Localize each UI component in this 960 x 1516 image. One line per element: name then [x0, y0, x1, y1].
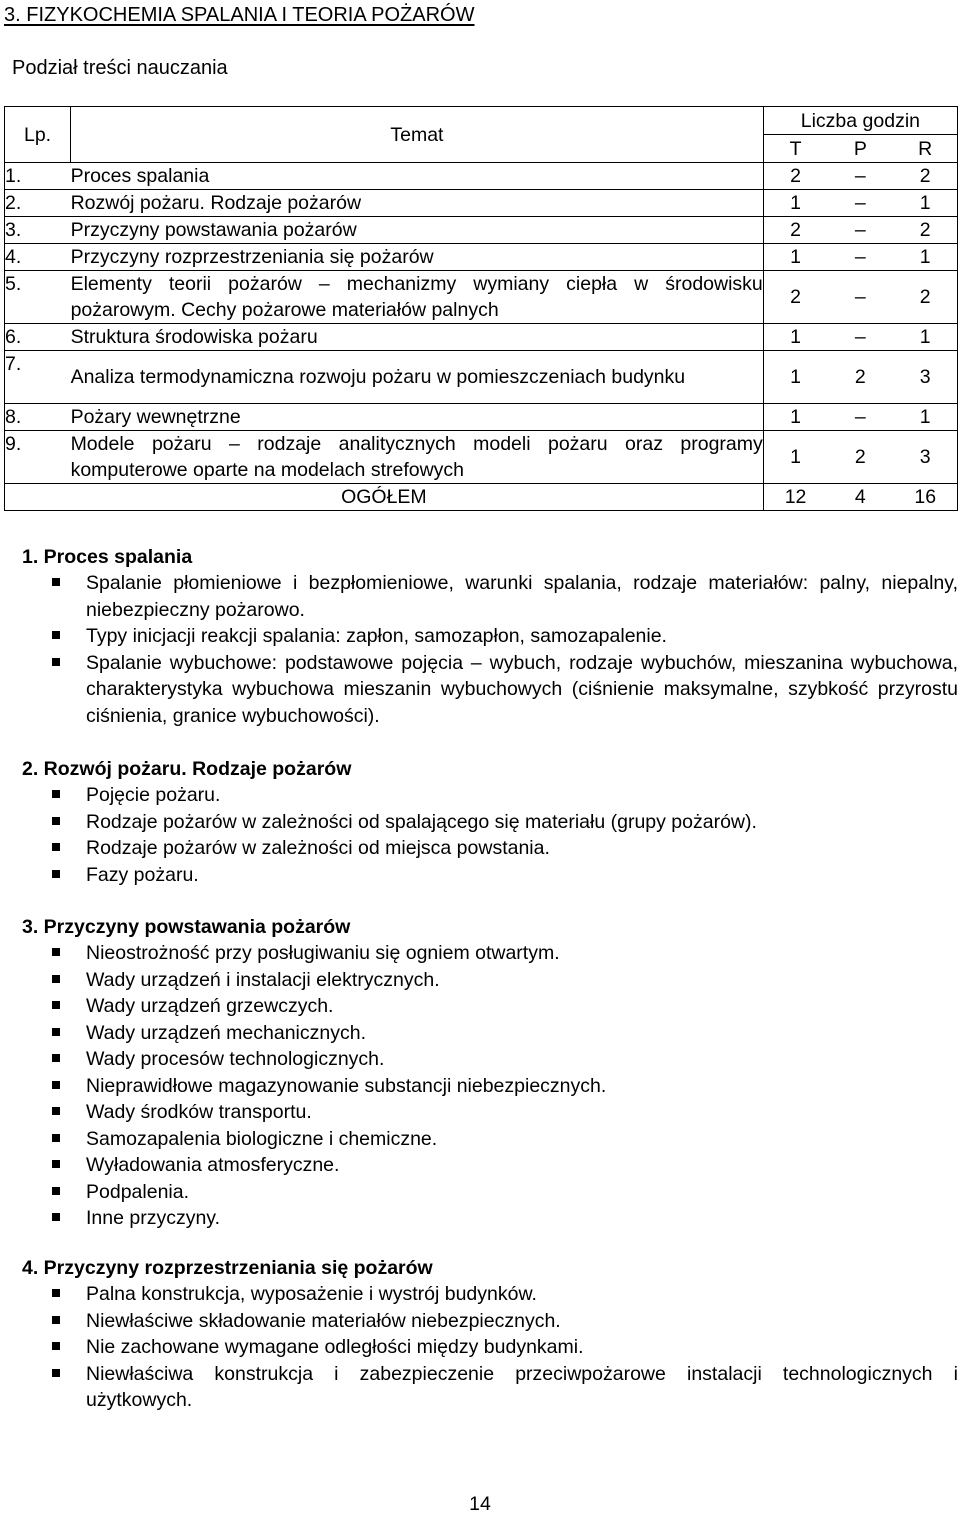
list-item-text: Typy inicjacji reakcji spalania: zapłon, samozapłon, samozapalenie.	[86, 625, 667, 647]
row-t: 2	[763, 217, 827, 244]
list-item-text: Wady procesów technologicznych.	[86, 1048, 385, 1070]
page-number: 14	[469, 1493, 491, 1515]
row-topic: Struktura środowiska pożaru	[71, 324, 764, 351]
list-item-text: Pojęcie pożaru.	[86, 784, 221, 806]
bullet-icon	[52, 631, 60, 639]
bullet-icon	[52, 817, 60, 825]
row-lp: 3.	[5, 217, 71, 244]
list-item	[22, 1281, 958, 1308]
row-lp: 1.	[5, 163, 71, 190]
row-topic: Pożary wewnętrzne	[71, 404, 764, 431]
bullet-icon	[52, 870, 60, 878]
list-item-text: Spalanie płomieniowe i bezpłomieniowe, warunki spalania, rodzaje materiałów: palny, niepalny, niebezpieczny pożarowo.	[86, 572, 958, 621]
bullet-icon	[52, 658, 60, 666]
total-p: 4	[827, 484, 893, 511]
table-total-row	[5, 484, 958, 511]
total-r: 16	[893, 484, 957, 511]
list-item	[22, 809, 958, 836]
bullet-icon	[52, 790, 60, 798]
list-item-text: Wady urządzeń grzewczych.	[86, 995, 334, 1017]
section-title: 3. Przyczyny powstawania pożarów	[22, 916, 351, 938]
row-t: 1	[763, 244, 827, 271]
row-t: 1	[763, 404, 827, 431]
list-item-text: Podpalenia.	[86, 1180, 190, 1203]
row-lp: 9.	[5, 431, 71, 484]
list-item-text: Samozapalenia biologiczne i chemiczne.	[86, 1127, 438, 1150]
row-p: 2	[827, 351, 893, 404]
row-topic: Proces spalania	[71, 163, 764, 190]
row-topic: Przyczyny rozprzestrzeniania się pożarów	[71, 244, 764, 271]
chapter-title: 3. FIZYKOCHEMIA SPALANIA I TEORIA POŻARÓW	[4, 4, 475, 26]
bullet-icon	[52, 1187, 60, 1195]
list-item	[22, 940, 958, 967]
row-topic: Elementy teorii pożarów – mechanizmy wymiany ciepła w środowisku pożarowym. Cechy pożarowe materiałów palnych	[71, 271, 764, 324]
list-item	[22, 1308, 958, 1335]
section-rozwoj-pozaru	[22, 756, 958, 888]
bullet-icon	[52, 975, 60, 983]
list-item-text: Rodzaje pożarów w zależności od miejsca powstania.	[86, 837, 550, 859]
list-item	[22, 1046, 958, 1073]
list-item-text: Niewłaściwe składowanie materiałów niebezpiecznych.	[86, 1309, 561, 1332]
row-lp: 7.	[5, 351, 71, 404]
list-item-text: Wady urządzeń mechanicznych.	[86, 1021, 366, 1044]
bullet-icon	[52, 1107, 60, 1115]
row-r: 1	[893, 404, 957, 431]
header-t: T	[763, 135, 827, 163]
section-przyczyny-powstawania	[22, 914, 958, 1232]
section-proces-spalania	[22, 544, 958, 729]
row-lp: 5.	[5, 271, 71, 324]
bullet-icon	[52, 1213, 60, 1221]
row-p: –	[827, 163, 893, 190]
row-t: 1	[763, 324, 827, 351]
section-list	[22, 1281, 958, 1414]
row-t: 1	[763, 351, 827, 404]
row-r: 2	[893, 163, 957, 190]
list-item	[22, 623, 958, 650]
bullet-icon	[52, 843, 60, 851]
total-label: OGÓŁEM	[5, 484, 764, 511]
bullet-icon	[52, 1001, 60, 1009]
row-t: 2	[763, 271, 827, 324]
header-p: P	[827, 135, 893, 163]
row-lp: 2.	[5, 190, 71, 217]
list-item-text: Wady urządzeń i instalacji elektrycznych.	[86, 968, 440, 991]
list-item-text: Spalanie wybuchowe: podstawowe pojęcia – wybuch, rodzaje wybuchów, mieszanina wybuchowa, charakterystyka wybuchowa mieszanin wybuchowych (ciśnienie maksymalne, szybkość przyrostu ciśnienia, granice wybuchowości).	[86, 651, 958, 727]
row-r: 2	[893, 217, 957, 244]
list-item	[22, 967, 958, 994]
list-item-text: Rodzaje pożarów w zależności od spalającego się materiału (grupy pożarów).	[86, 810, 757, 833]
row-t: 2	[763, 163, 827, 190]
header-topic: Temat	[71, 107, 764, 163]
table-row	[5, 404, 958, 431]
bullet-icon	[52, 1081, 60, 1089]
bullet-icon	[52, 1369, 60, 1377]
table-row	[5, 431, 958, 484]
curriculum-table	[4, 106, 958, 511]
header-r: R	[893, 135, 957, 163]
list-item	[22, 1179, 958, 1206]
row-topic: Analiza termodynamiczna rozwoju pożaru w pomieszczeniach budynku	[71, 351, 764, 404]
list-item	[22, 1334, 958, 1361]
row-topic: Przyczyny powstawania pożarów	[71, 217, 764, 244]
row-p: –	[827, 190, 893, 217]
section-list	[22, 570, 958, 729]
section-title: 1. Proces spalania	[22, 546, 193, 568]
list-item-text: Wady środków transportu.	[86, 1101, 312, 1123]
list-item-text: Nie zachowane wymagane odległości między budynkami.	[86, 1336, 584, 1358]
row-t: 1	[763, 190, 827, 217]
list-item	[22, 835, 958, 862]
list-item	[22, 650, 958, 730]
bullet-icon	[52, 1342, 60, 1350]
list-item	[22, 1361, 958, 1414]
row-p: –	[827, 244, 893, 271]
row-r: 3	[893, 351, 957, 404]
list-item	[22, 862, 958, 889]
header-lp: Lp.	[5, 107, 71, 163]
section-title: 4. Przyczyny rozprzestrzeniania się pożarów	[22, 1257, 433, 1279]
list-item-text: Fazy pożaru.	[86, 863, 199, 886]
table-row	[5, 163, 958, 190]
row-lp: 6.	[5, 324, 71, 351]
row-r: 1	[893, 190, 957, 217]
row-topic: Modele pożaru – rodzaje analitycznych modeli pożaru oraz programy komputerowe oparte na modelach strefowych	[71, 431, 764, 484]
list-item-text: Niewłaściwa konstrukcja i zabezpieczenie przeciwpożarowe instalacji technologicznych i użytkowych.	[86, 1362, 958, 1411]
header-hours: Liczba godzin	[763, 107, 957, 135]
table-row	[5, 244, 958, 271]
section-przyczyny-rozprzestrzeniania	[22, 1255, 958, 1414]
bullet-icon	[52, 948, 60, 956]
row-lp: 4.	[5, 244, 71, 271]
list-item	[22, 782, 958, 809]
row-r: 1	[893, 324, 957, 351]
list-item	[22, 1152, 958, 1179]
bullet-icon	[52, 1028, 60, 1036]
table-row	[5, 324, 958, 351]
row-p: –	[827, 324, 893, 351]
bullet-icon	[52, 1134, 60, 1142]
row-t: 1	[763, 431, 827, 484]
section-list	[22, 940, 958, 1232]
table-row	[5, 271, 958, 324]
list-item-text: Inne przyczyny.	[86, 1207, 221, 1229]
row-r: 3	[893, 431, 957, 484]
section-list	[22, 782, 958, 888]
list-item	[22, 1126, 958, 1153]
row-r: 1	[893, 244, 957, 271]
bullet-icon	[52, 1316, 60, 1324]
section-title: 2. Rozwój pożaru. Rodzaje pożarów	[22, 758, 352, 780]
row-p: –	[827, 271, 893, 324]
table-row	[5, 217, 958, 244]
subtitle: Podział treści nauczania	[12, 57, 228, 79]
bullet-icon	[52, 578, 60, 586]
row-r: 2	[893, 271, 957, 324]
row-p: –	[827, 404, 893, 431]
bullet-icon	[52, 1160, 60, 1168]
list-item	[22, 1099, 958, 1126]
table-header-row	[5, 107, 958, 135]
list-item	[22, 1073, 958, 1100]
row-p: –	[827, 217, 893, 244]
list-item-text: Nieprawidłowe magazynowanie substancji niebezpiecznych.	[86, 1074, 607, 1097]
bullet-icon	[52, 1054, 60, 1062]
list-item	[22, 1020, 958, 1047]
row-topic: Rozwój pożaru. Rodzaje pożarów	[71, 190, 764, 217]
list-item-text: Wyładowania atmosferyczne.	[86, 1154, 340, 1176]
table-row	[5, 351, 958, 404]
list-item	[22, 570, 958, 623]
total-t: 12	[763, 484, 827, 511]
row-lp: 8.	[5, 404, 71, 431]
list-item	[22, 1205, 958, 1232]
table-row	[5, 190, 958, 217]
bullet-icon	[52, 1289, 60, 1297]
row-p: 2	[827, 431, 893, 484]
list-item-text: Palna konstrukcja, wyposażenie i wystrój budynków.	[86, 1283, 537, 1305]
list-item-text: Nieostrożność przy posługiwaniu się ogniem otwartym.	[86, 942, 560, 964]
list-item	[22, 993, 958, 1020]
